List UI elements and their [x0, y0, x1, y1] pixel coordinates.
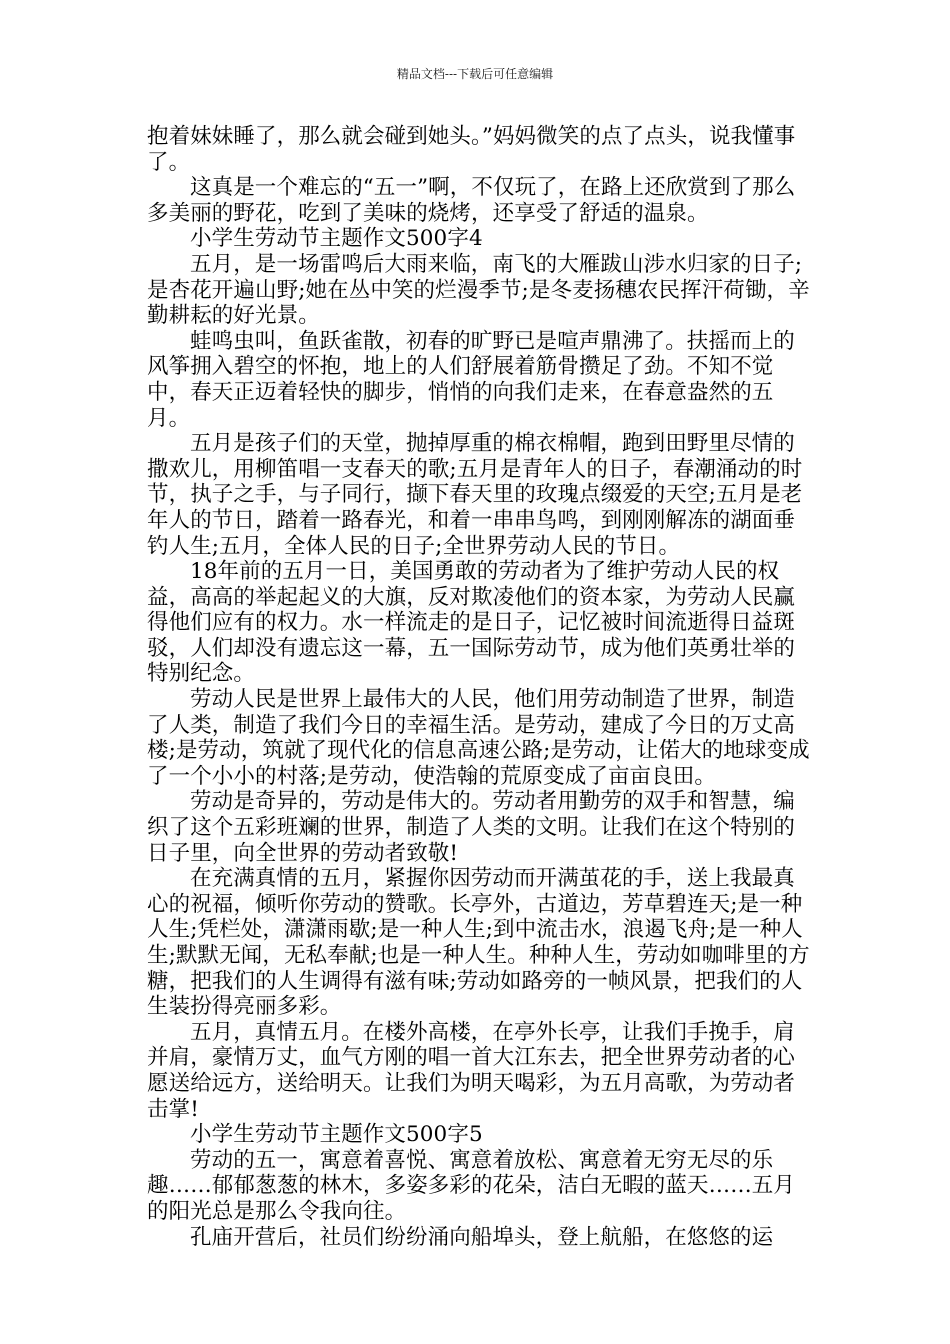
paragraph: 五月，是一场雷鸣后大雨来临，南飞的大雁跋山涉水归家的日子;是杏花开遍山野;她在丛中笑的烂漫季节;是冬麦扬穗农民挥汗荷锄，辛勤耕耘的好光景。: [147, 251, 810, 329]
paragraph: 劳动人民是世界上最伟大的人民，他们用劳动制造了世界，制造了人类，制造了我们今日的幸福生活。是劳动，建成了今日的万丈高楼;是劳动，筑就了现代化的信息高速公路;是劳动，让偌大的地球变成了一个小小的村落;是劳动，使浩翰的荒原变成了亩亩良田。: [147, 687, 810, 789]
paragraph: 蛙鸣虫叫，鱼跃雀散，初春的旷野已是喧声鼎沸了。扶摇而上的风筝拥入碧空的怀抱，地上的人们舒展着筋骨攒足了劲。不知不觉中，春天正迈着轻快的脚步，悄悄的向我们走来，在春意盎然的五月。: [147, 328, 795, 431]
section-heading: 小学生劳动节主题作文500字5: [190, 1122, 483, 1148]
document-body: [147, 124, 815, 1250]
paragraph: 这真是一个难忘的“五一”啊，不仅玩了，在路上还欣赏到了那么多美丽的野花，吃到了美味的烧烤，还享受了舒适的温泉。: [147, 175, 796, 226]
paragraph: 劳动的五一，寓意着喜悦、寓意着放松、寓意着无穷无尽的乐趣……郁郁葱葱的林木，多姿多彩的花朵，洁白无暇的蓝天……五月的阳光总是那么令我向往。: [147, 1147, 796, 1224]
paragraph: 孔庙开营后，社员们纷纷涌向船埠头，登上航船，在悠悠的运: [190, 1224, 774, 1250]
paragraph: 五月是孩子们的天堂，抛掉厚重的棉衣棉帽，跑到田野里尽情的撒欢儿，用柳笛唱一支春天的歌;五月是青年人的日子，春潮涌动的时节，执子之手，与子同行，撷下春天里的玫瑰点缀爱的天空;五月是老年人的节日，踏着一路春光，和着一串串鸟鸣，到刚刚解冻的湖面垂钓人生;五月，全体人民的日子;全世界劳动人民的节日。: [147, 431, 803, 559]
page-header: 精品文档---下载后可任意编辑: [396, 67, 554, 81]
section-heading: 小学生劳动节主题作文500字4: [190, 226, 483, 252]
paragraph: 抱着妹妹睡了，那么就会碰到她头。”妈妈微笑的点了点头，说我懂事了。: [147, 124, 796, 175]
paragraph: 劳动是奇异的，劳动是伟大的。劳动者用勤劳的双手和智慧，编织了这个五彩班斓的世界，制造了人类的文明。让我们在这个特别的日子里，向全世界的劳动者致敬!: [147, 789, 796, 866]
paragraph: 五月，真情五月。在楼外高楼，在亭外长亭，让我们手挽手，肩并肩，豪情万丈，血气方刚的唱一首大江东去，把全世界劳动者的心愿送给远方，送给明天。让我们为明天喝彩，为五月高歌，为劳动者击掌!: [147, 1019, 796, 1122]
paragraph: 在充满真情的五月，紧握你因劳动而开满茧花的手，送上我最真心的祝福，倾听你劳动的赞歌。长亭外，古道边，芳草碧连天;是一种人生;凭栏处，潇潇雨歇;是一种人生;到中流击水，浪遏飞舟;是一种人生;默默无闻，无私奉献;也是一种人生。种种人生，劳动如咖啡里的方糖，把我们的人生调得有滋有味;劳动如路旁的一帧风景，把我们的人生装扮得亮丽多彩。: [147, 866, 810, 1020]
paragraph: 18年前的五月一日，美国勇敢的劳动者为了维护劳动人民的权益，高高的举起起义的大旗，反对欺凌他们的资本家，为劳动人民赢得他们应有的权力。水一样流走的是日子，记忆被时间流逝得日益斑驳，人们却没有遗忘这一幕，五一国际劳动节，成为他们英勇壮举的特别纪念。: [147, 559, 796, 687]
